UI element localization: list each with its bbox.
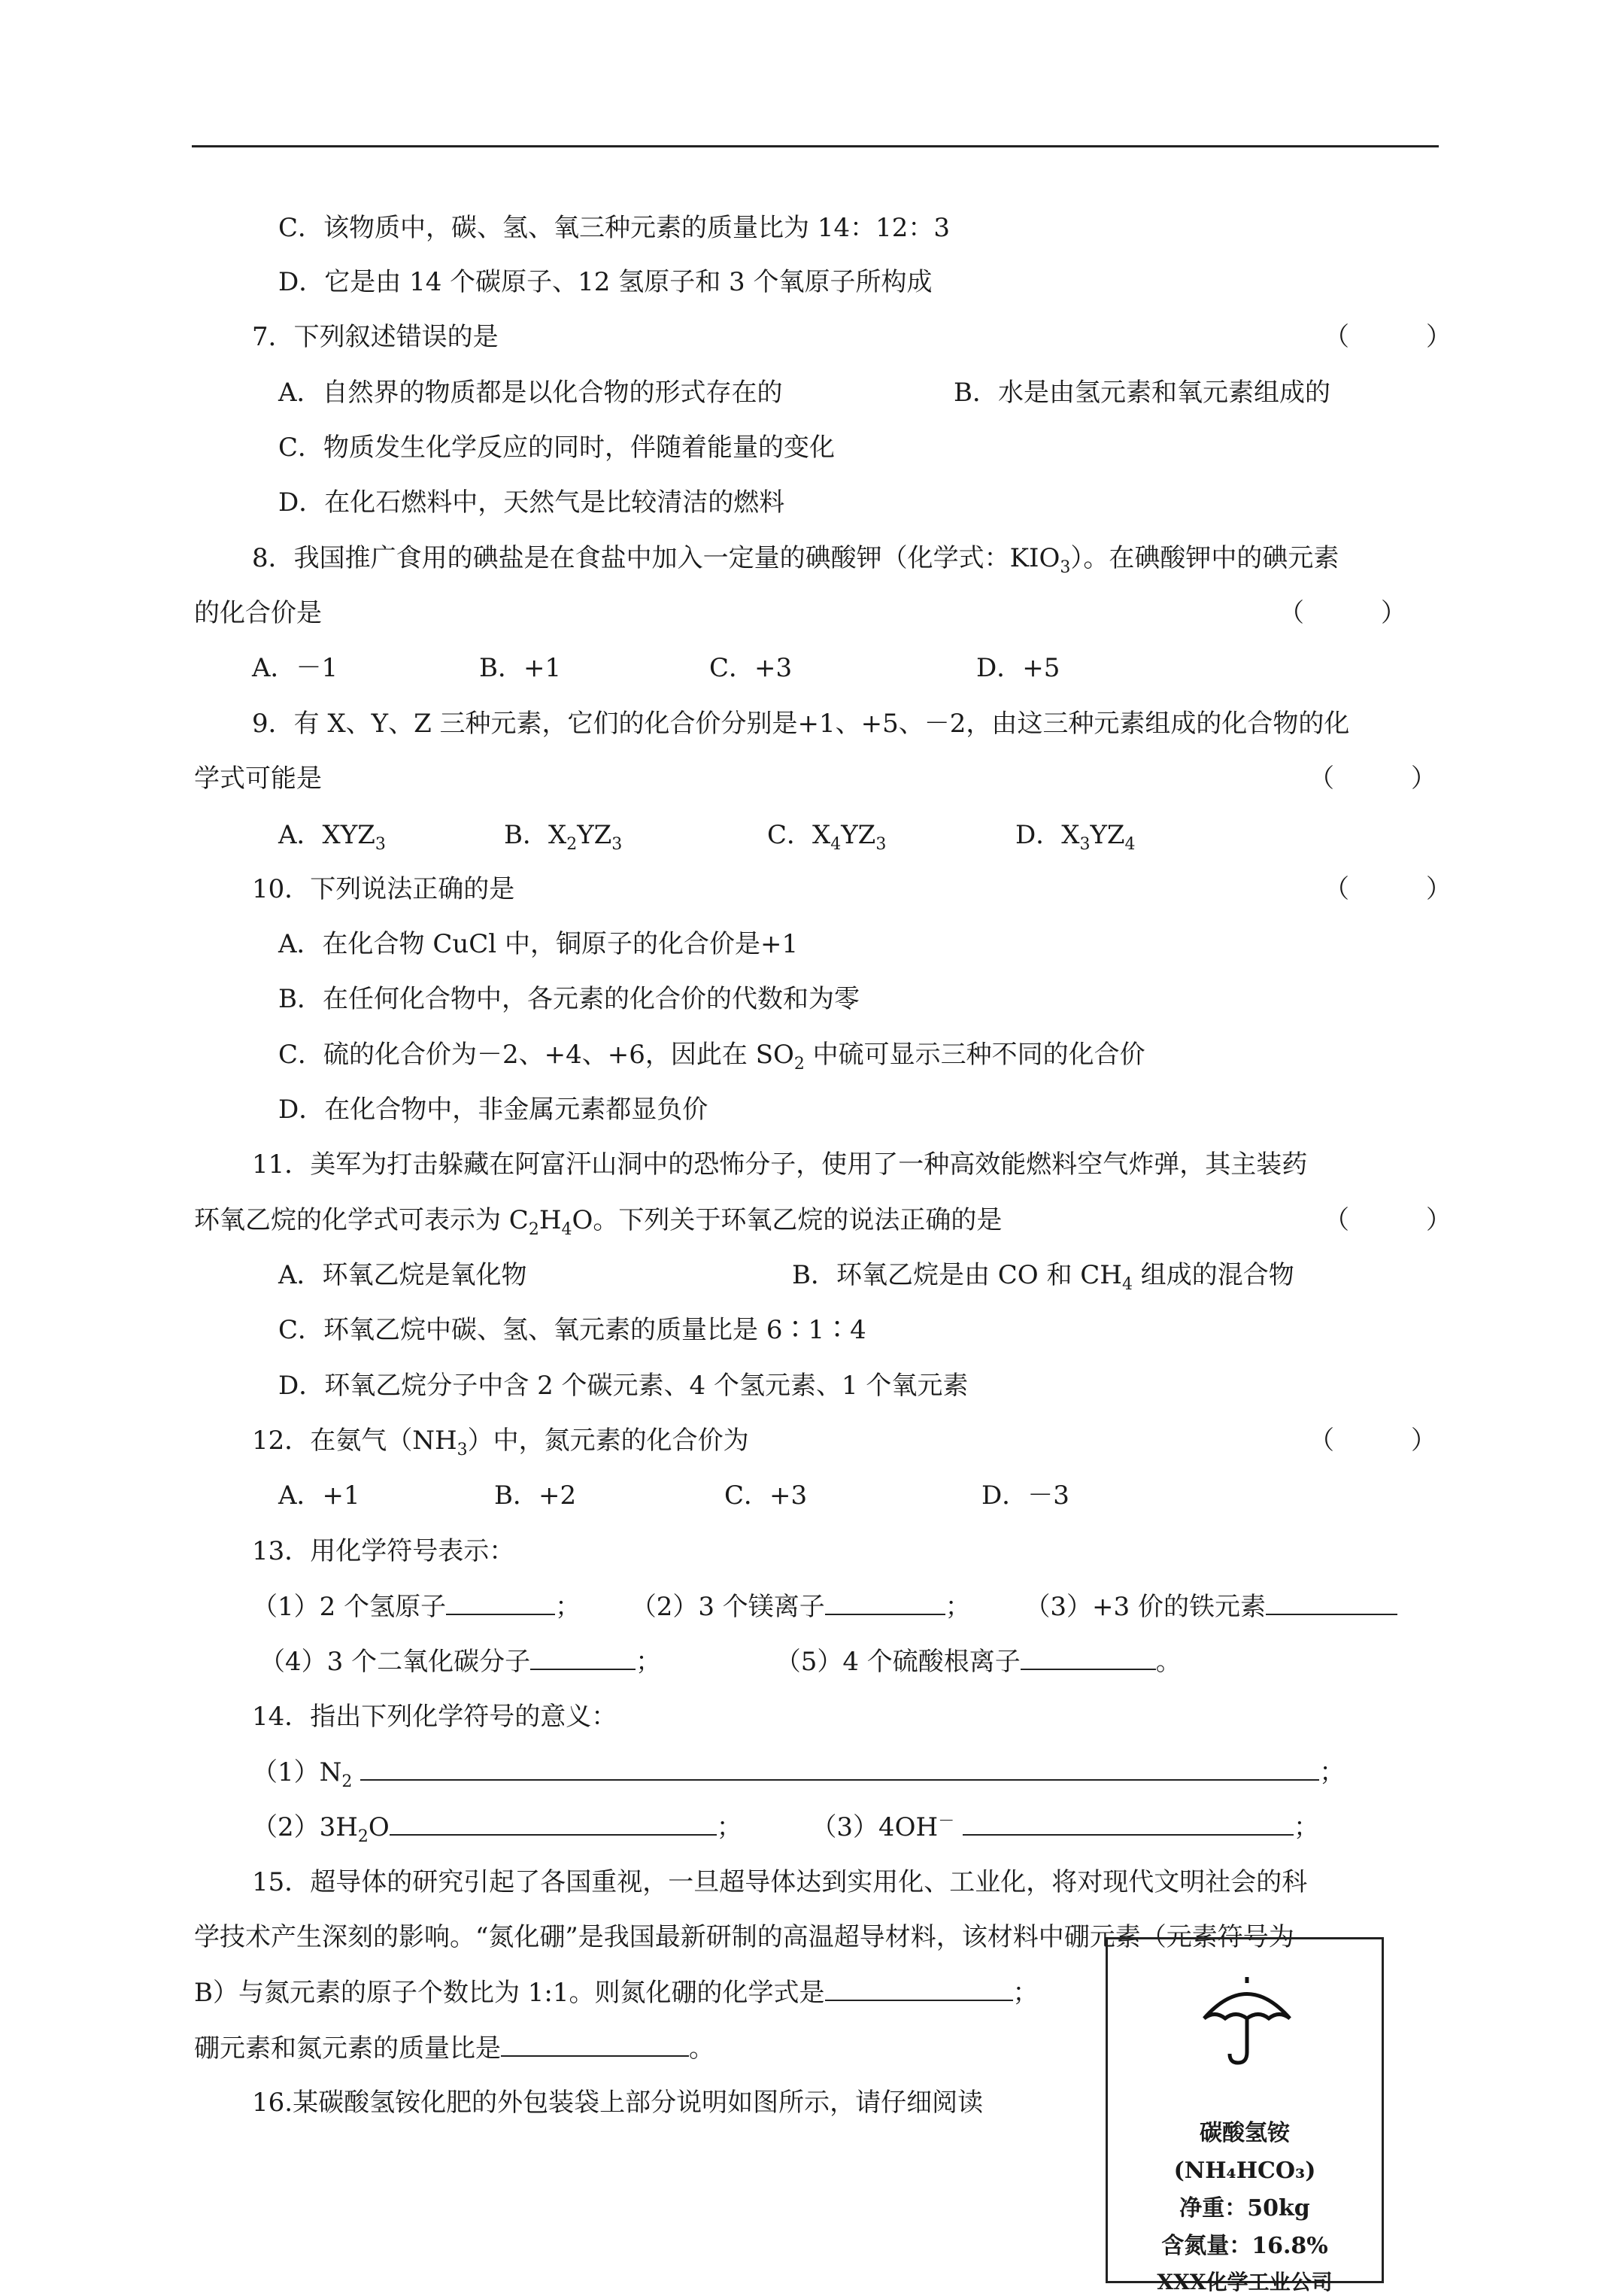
q8-option-c: C．+3 — [709, 653, 793, 683]
q11-option-d: D．环氧乙烷分子中含 2 个碳元素、4 个氢元素、1 个氧元素 — [278, 1371, 969, 1401]
header-rule — [192, 145, 1439, 147]
q13-line2: （4）3 个二氧化碳分子 ； （5）4 个硫酸根离子 。 — [259, 1647, 1182, 1677]
q13-part1-label: （1）2 个氢原子 — [252, 1592, 447, 1622]
label-company: XXX化学工业公司 — [1157, 2270, 1333, 2294]
q14-line1: $(1)N_2$ ； — [252, 1757, 1345, 1791]
q9-option-c: C．$X_4YZ_3$ — [767, 820, 887, 854]
q14-line2: $(2)3H_2O$ ； （3）4OH－ ； — [252, 1812, 1320, 1846]
q11-stem-line2: 环氧乙烷的化学式可表示为 $C_2H_4O$。下列关于环氧乙烷的说法正确的是 — [194, 1205, 1003, 1239]
q12-option-c: C．+3 — [724, 1481, 808, 1511]
q8-answer-paren: （ ） — [1279, 598, 1406, 628]
q11-option-c: C．环氧乙烷中碳、氢、氧元素的质量比是 6∶1∶4 — [278, 1315, 866, 1345]
q11-answer-paren: （ ） — [1324, 1205, 1452, 1235]
q12-option-b: B．+2 — [494, 1481, 577, 1511]
q8-option-d: D．+5 — [976, 653, 1060, 683]
q14-part1-blank[interactable] — [360, 1757, 1319, 1781]
q12-option-d: D．－3 — [981, 1481, 1069, 1511]
q13-part3-blank[interactable] — [1266, 1591, 1397, 1615]
q7-answer-paren: （ ） — [1324, 322, 1452, 352]
q7-option-d: D．在化石燃料中，天然气是比较清洁的燃料 — [278, 487, 785, 518]
q10-option-c: C．硫的化合价为－2、+4、+6，因此在 $SO_2$ 中硫可显示三种不同的化合价 — [278, 1040, 1145, 1074]
label-net-weight: 净重：50kg — [1179, 2195, 1310, 2222]
q12-answer-paren: （ ） — [1309, 1426, 1436, 1456]
q8-option-a: A．－1 — [252, 653, 338, 683]
q7-option-c: C．物质发生化学反应的同时，伴随着能量的变化 — [278, 433, 836, 463]
q10-option-d: D．在化合物中，非金属元素都显负价 — [278, 1095, 708, 1125]
q13-line1: （1）2 个氢原子 ； （2）3 个镁离子 ； （3）+3 价的铁元素 — [252, 1591, 1397, 1622]
q9-stem-line2: 学式可能是 — [194, 764, 322, 794]
q15-line2: 学技术产生深刻的影响。“氮化硼”是我国最新研制的高温超导材料，该材料中硼元素（元素符号为 — [194, 1922, 1294, 1952]
q10-stem: 10．下列说法正确的是 — [252, 874, 515, 904]
q14-part3-blank[interactable] — [963, 1812, 1294, 1836]
q7-option-b: B．水是由氢元素和氧元素组成的 — [954, 378, 1330, 408]
q13-part4-label: （4）3 个二氧化碳分子 — [259, 1647, 531, 1677]
q9-option-b: B．$X_2YZ_3$ — [504, 820, 623, 854]
label-product-name: 碳酸氢铵 — [1200, 2120, 1290, 2146]
q13-part2-blank[interactable] — [825, 1591, 945, 1615]
q7-option-a: A．自然界的物质都是以化合物的形式存在的 — [278, 378, 783, 408]
q13-part1-blank[interactable] — [446, 1591, 555, 1615]
q14-part2-blank[interactable] — [390, 1812, 717, 1836]
q15-ratio-blank[interactable] — [501, 2033, 689, 2057]
q6-option-d: D．它是由 14 个碳原子、12 氢原子和 3 个氧原子所构成 — [278, 267, 933, 297]
q11-option-b: B．环氧乙烷是由 CO 和 $CH_4$ 组成的混合物 — [792, 1260, 1294, 1294]
q13-part2-label: （2）3 个镁离子 — [630, 1592, 825, 1622]
q8-stem: 8．我国推广食用的碘盐是在食盐中加入一定量的碘酸钾（化学式：$KIO_3$）。在碘酸钾中的碘元素 — [252, 543, 1339, 577]
q8-option-b: B．+1 — [479, 653, 562, 683]
label-nitrogen-content: 含氮量：16.8% — [1161, 2233, 1328, 2259]
q13-part5-blank[interactable] — [1021, 1646, 1156, 1670]
q13-part4-blank[interactable] — [530, 1646, 636, 1670]
q13-part3-label: （3）+3 价的铁元素 — [1024, 1592, 1266, 1622]
q10-option-a: A．在化合物 CuCl 中，铜原子的化合价是+1 — [278, 929, 799, 959]
q14-stem: 14．指出下列化学符号的意义： — [252, 1702, 617, 1732]
label-formula: (NH₄HCO₃) — [1173, 2158, 1316, 2184]
q13-stem: 13．用化学符号表示： — [252, 1536, 515, 1566]
q10-option-b: B．在任何化合物中，各元素的化合价的代数和为零 — [278, 984, 860, 1014]
q8-stem-line2: 的化合价是 — [194, 598, 322, 628]
q11-stem: 11．美军为打击躲藏在阿富汗山洞中的恐怖分子，使用了一种高效能燃料空气炸弹，其主装药 — [252, 1150, 1308, 1180]
q12-option-a: A．+1 — [278, 1481, 360, 1511]
q13-part5-label: （5）4 个硫酸根离子 — [775, 1647, 1021, 1677]
q7-stem: 7．下列叙述错误的是 — [252, 322, 499, 352]
q6-option-c: C．该物质中，碳、氢、氧三种元素的质量比为 14：12：3 — [278, 213, 950, 243]
q15-line3: B）与氮元素的原子个数比为 1:1。则氮化硼的化学式是 ； — [194, 1978, 1039, 2008]
q15-line4: 硼元素和氮元素的质量比是 。 — [194, 2033, 714, 2064]
q9-option-a: A．$XYZ_3$ — [278, 820, 386, 854]
q9-answer-paren: （ ） — [1309, 764, 1436, 794]
q10-answer-paren: （ ） — [1324, 874, 1452, 904]
q15-line1: 15．超导体的研究引起了各国重视，一旦超导体达到实用化、工业化，将对现代文明社会的科 — [252, 1867, 1308, 1897]
q16-stem: 16.某碳酸氢铵化肥的外包装袋上部分说明如图所示，请仔细阅读 — [252, 2088, 984, 2118]
fertilizer-label — [1106, 1937, 1384, 2294]
q9-stem: 9．有 X、Y、Z 三种元素，它们的化合价分别是+1、+5、－2，由这三种元素组成的化合物的化 — [252, 709, 1350, 739]
umbrella-icon — [1198, 1977, 1296, 2067]
q12-stem: 12．在氨气$(NH_3)$中，氮元素的化合价为 — [252, 1426, 749, 1459]
q9-option-d: D．$X_3YZ_4$ — [1015, 820, 1136, 854]
q11-option-a: A．环氧乙烷是氧化物 — [278, 1260, 527, 1290]
q15-formula-blank[interactable] — [825, 1977, 1013, 2001]
